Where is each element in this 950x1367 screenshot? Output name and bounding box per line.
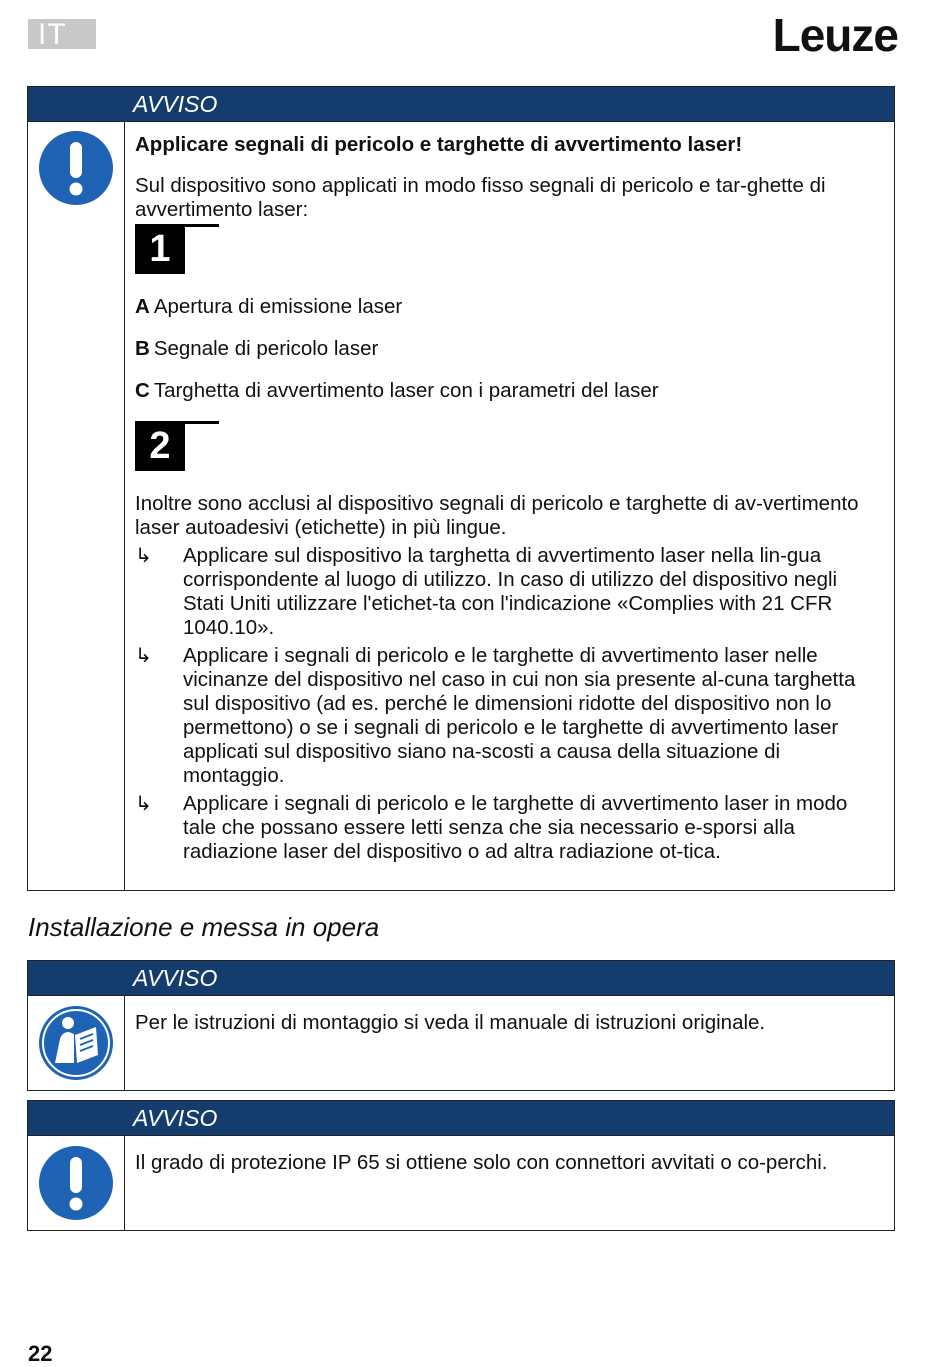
notice-body: [28, 996, 894, 1090]
notice-protection-rating: [27, 1100, 895, 1231]
icon-column: [28, 996, 125, 1090]
list-item: [135, 792, 880, 864]
legend-text: Targhetta di avvertimento laser con i parametri del laser: [153, 379, 659, 402]
section-heading: Installazione e messa in opera: [28, 912, 380, 942]
read-manual-icon: [38, 1005, 114, 1081]
notice-text: Per le istruzioni di montaggio si veda il manuale di istruzioni originale.: [135, 1011, 766, 1034]
notice-label: AVVISO: [133, 965, 218, 991]
notice-body: [28, 1136, 894, 1230]
notice-laser-warning: [27, 86, 895, 891]
notice-content: [135, 122, 880, 864]
list-item-text: Applicare sul dispositivo la targhetta di avvertimento laser nella lin-gua corrispondente al luogo di utilizzo. In caso di utilizzo del dispositivo negli Stati Uniti utilizzare l'etichet-ta con l'indicazione «Complies with 21 CFR 1040.10».: [183, 544, 838, 639]
legend-text: Segnale di pericolo laser: [153, 337, 379, 360]
figure-reference-2: 2: [135, 421, 185, 471]
page-number: 22: [28, 1341, 53, 1366]
notice-label: AVVISO: [133, 91, 218, 117]
notice-intro: Sul dispositivo sono applicati in modo fisso segnali di pericolo e tar-ghette di avvertimento laser:: [135, 174, 826, 221]
notice-header: [28, 87, 894, 122]
notice-content: [135, 996, 880, 1035]
icon-column: [28, 1136, 125, 1230]
notice-header: [28, 961, 894, 996]
legend-item: [135, 337, 880, 361]
notice-label: AVVISO: [133, 1105, 218, 1131]
list-item-text: Applicare i segnali di pericolo e le targhette di avvertimento laser nelle vicinanze del dispositivo nel caso in cui non sia presente al-cuna targhetta sul dispositivo (ad es. perché le dimensioni ridotte del dispositivo non lo permettono) o se i segnali di pericolo e le targhette di avvertimento laser applicati sul dispositivo siano na-scosti a causa della situazione di montaggio.: [183, 644, 856, 787]
list-item: [135, 644, 880, 788]
legend-key: B: [135, 337, 150, 360]
notice-header: [28, 1101, 894, 1136]
list-item-text: Applicare i segnali di pericolo e le targhette di avvertimento laser in modo tale che possano essere letti senza che sia necessario e-sporsi alla radiazione laser del dispositivo o ad altra radiazione ot-tica.: [183, 792, 848, 863]
notice-body: [28, 122, 894, 890]
notice-paragraph: Inoltre sono acclusi al dispositivo segnali di pericolo e targhette di av-vertimento laser autoadesivi (etichette) in più lingue.: [135, 492, 859, 539]
notice-installation: [27, 960, 895, 1091]
language-badge: IT: [28, 19, 96, 49]
figure-reference-1: 1: [135, 224, 185, 274]
notice-content: [135, 1136, 880, 1175]
brand-logo: Leuze: [772, 9, 898, 61]
notice-title: Applicare segnali di pericolo e targhette di avvertimento laser!: [135, 133, 743, 156]
exclamation-icon: [38, 1145, 114, 1221]
legend-item: [135, 379, 880, 403]
list-item: [135, 544, 880, 640]
icon-column: [28, 122, 125, 890]
arrow-bullet-icon: ↳: [135, 645, 152, 667]
arrow-bullet-icon: ↳: [135, 793, 152, 815]
legend-key: A: [135, 295, 150, 318]
legend-text: Apertura di emissione laser: [153, 295, 403, 318]
arrow-bullet-icon: ↳: [135, 545, 152, 567]
notice-text: Il grado di protezione IP 65 si ottiene solo con connettori avvitati o co-perchi.: [135, 1151, 828, 1174]
legend-item: [135, 295, 880, 319]
exclamation-icon: [38, 130, 114, 206]
legend-key: C: [135, 379, 150, 402]
